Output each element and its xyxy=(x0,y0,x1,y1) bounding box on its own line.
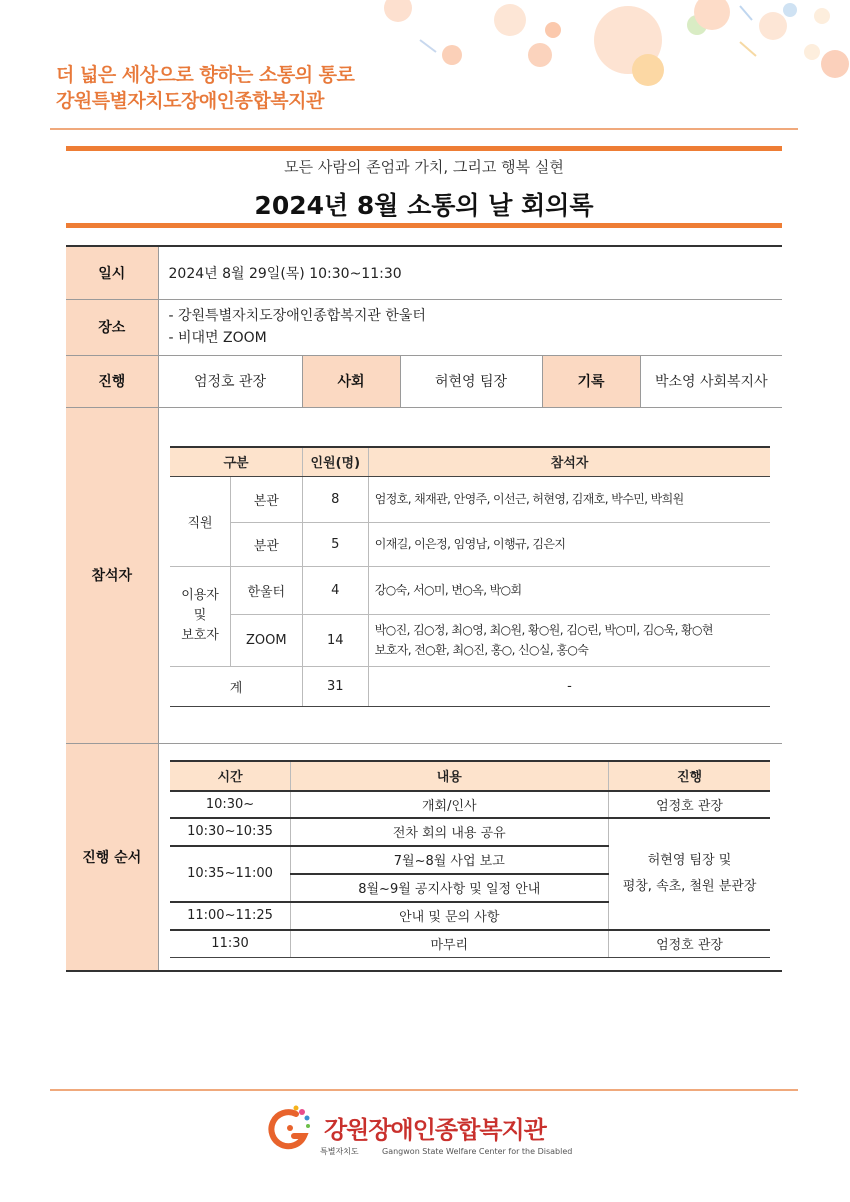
org-logo-icon xyxy=(266,1104,316,1154)
row-sub: ZOOM xyxy=(230,614,302,666)
date-value: 2024년 8월 29일(목) 10:30~11:30 xyxy=(158,246,782,299)
host-value: 허현영 팀장 xyxy=(400,355,542,407)
schedule-time: 10:30~ xyxy=(170,791,290,818)
schedule-header-time: 시간 xyxy=(170,761,290,791)
total-row xyxy=(170,666,770,706)
schedule-content: 개회/인사 xyxy=(290,791,608,818)
total-label: 계 xyxy=(170,666,302,706)
row-sub: 한울터 xyxy=(230,566,302,614)
schedule-lead-line-1: 허현영 팀장 및 xyxy=(647,852,732,868)
row-names: 엄정호, 채재관, 안영주, 이선근, 허현영, 김재호, 박수민, 박희원 xyxy=(368,476,770,522)
footer-org-name: 강원장애인종합복지관 xyxy=(324,1116,546,1144)
attendees-header-category: 구분 xyxy=(170,447,302,477)
attendees-table xyxy=(170,446,770,707)
group-users-line-2: 및 xyxy=(193,608,207,623)
progress-label: 진행 xyxy=(66,355,158,407)
schedule-header-lead: 진행 xyxy=(608,761,770,791)
document-title: 2024년 8월 소통의 날 회의록 xyxy=(254,191,594,220)
row-names: 이재길, 이은정, 임영남, 이행규, 김은지 xyxy=(368,522,770,566)
schedule-lead: 엄정호 관장 xyxy=(608,930,770,958)
place-label: 장소 xyxy=(66,299,158,355)
table-row xyxy=(170,566,770,614)
row-names: 강○숙, 서○미, 변○옥, 박○회 xyxy=(368,566,770,614)
schedule-content: 전차 회의 내용 공유 xyxy=(290,818,608,846)
progress-value: 엄정호 관장 xyxy=(158,355,302,407)
header-slogan xyxy=(56,62,354,114)
group-users-line-1: 이용자 xyxy=(181,588,219,603)
header-divider xyxy=(50,128,798,130)
schedule-header-content: 내용 xyxy=(290,761,608,791)
row-count: 8 xyxy=(302,476,368,522)
attendees-label: 참석자 xyxy=(66,407,158,743)
row-sub: 본관 xyxy=(230,476,302,522)
total-names: - xyxy=(368,666,770,706)
slogan-line-1: 더 넓은 세상으로 향하는 소통의 통로 xyxy=(56,64,355,86)
footer-org-small: 특별자치도 xyxy=(320,1147,359,1156)
table-row xyxy=(170,614,770,666)
schedule-time: 11:30 xyxy=(170,930,290,958)
footer-divider xyxy=(50,1089,798,1091)
schedule-time: 10:30~10:35 xyxy=(170,818,290,846)
group-users xyxy=(170,566,230,666)
row-count: 14 xyxy=(302,614,368,666)
date-label: 일시 xyxy=(66,246,158,299)
slogan-line-2: 강원특별자치도장애인종합복지관 xyxy=(56,90,324,112)
schedule-header-row xyxy=(170,761,770,791)
attendees-header-names: 참석자 xyxy=(368,447,770,477)
title-bar-top xyxy=(66,146,782,151)
schedule-time: 10:35~11:00 xyxy=(170,846,290,902)
record-label: 기록 xyxy=(542,355,640,407)
table-row xyxy=(170,818,770,846)
row-names xyxy=(368,614,770,666)
document-subtitle: 모든 사람의 존엄과 가치, 그리고 행복 실현 xyxy=(284,158,564,176)
schedule-lead-line-2: 평창, 속초, 철원 분관장 xyxy=(622,878,757,894)
place-line-1: - 강원특별자치도장애인종합복지관 한울터 xyxy=(168,308,426,324)
attendees-cell xyxy=(158,407,782,743)
host-label: 사회 xyxy=(302,355,400,407)
group-staff: 직원 xyxy=(170,476,230,566)
schedule-content: 마무리 xyxy=(290,930,608,958)
table-row xyxy=(170,930,770,958)
row-sub: 분관 xyxy=(230,522,302,566)
schedule-content: 안내 및 문의 사항 xyxy=(290,902,608,930)
row-names-line-2: 보호자, 전○환, 최○진, 홍○, 신○실, 홍○숙 xyxy=(374,643,589,657)
table-row xyxy=(170,522,770,566)
schedule-lead xyxy=(608,818,770,930)
row-count: 4 xyxy=(302,566,368,614)
footer-org-english: Gangwon State Welfare Center for the Disabled xyxy=(382,1147,573,1156)
row-count: 5 xyxy=(302,522,368,566)
title-bar-bottom xyxy=(66,223,782,228)
attendees-header-count: 인원(명) xyxy=(302,447,368,477)
group-users-line-3: 보호자 xyxy=(181,628,219,643)
schedule-content: 7월~8월 사업 보고 xyxy=(290,846,608,874)
row-names-line-1: 박○진, 김○정, 최○영, 최○원, 황○원, 김○린, 박○미, 김○욱, 황○현 xyxy=(374,623,713,637)
order-label: 진행 순서 xyxy=(66,743,158,971)
schedule-content: 8월~9월 공지사항 및 일정 안내 xyxy=(290,874,608,902)
schedule-table xyxy=(170,760,770,959)
place-value xyxy=(158,299,782,355)
attendees-header-row xyxy=(170,447,770,477)
total-count: 31 xyxy=(302,666,368,706)
table-row xyxy=(170,476,770,522)
schedule-time: 11:00~11:25 xyxy=(170,902,290,930)
place-line-2: - 비대면 ZOOM xyxy=(168,330,267,346)
schedule-lead: 엄정호 관장 xyxy=(608,791,770,818)
schedule-cell xyxy=(158,743,782,971)
record-value: 박소영 사회복지사 xyxy=(640,355,782,407)
table-row xyxy=(170,791,770,818)
meeting-info-table xyxy=(66,245,782,972)
